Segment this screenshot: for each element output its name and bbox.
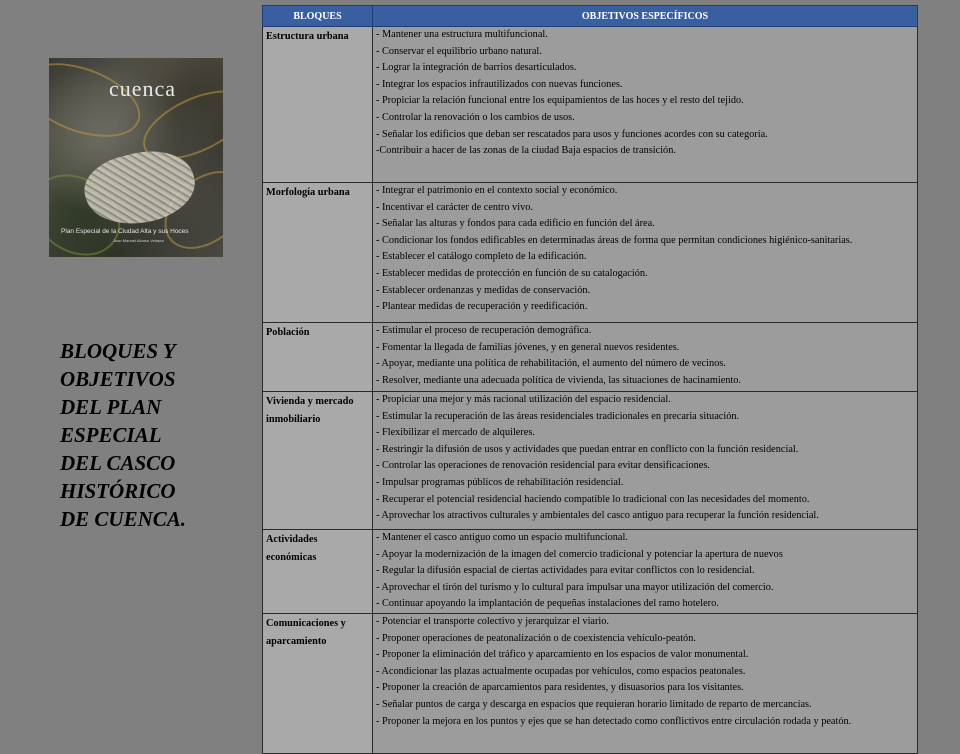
objetivo-item: - Continuar apoyando la implantación de pequeñas instalaciones del ramo hotelero. [376,598,719,610]
bloque-cell: Actividades económicas [263,530,373,614]
side-title-line: DE CUENCA. [60,507,187,531]
objetivo-item: - Fomentar la llegada de familias jóvenes, y en general nuevos residentes. [376,341,680,353]
table-row [263,530,918,614]
side-title-line: BLOQUES Y [60,339,176,363]
objetivo-item: - Conservar el equilibrio urbano natural. [376,45,542,57]
objetivo-item: - Mantener el casco antiguo como un espacio multifuncional. [376,532,628,543]
objetivos-cell [373,530,918,614]
objetivo-item: - Establecer el catálogo completo de la edificación. [376,251,587,263]
objetivo-item: - Regular la difusión espacial de ciertas actividades para evitar conflictos con lo residencial. [376,565,755,577]
table-row [263,183,918,323]
objetivos-cell [373,183,918,323]
objetivo-item: - Recuperar el potencial residencial haciendo compatible lo tradicional con las necesidades del momento. [376,493,810,505]
table-row [263,323,918,392]
objetivo-item: - Proponer la mejora en los puntos y ejes que se han detectado como conflictivos entre circulación rodada y peatón. [376,715,852,727]
objetivos-cell [373,323,918,392]
objetivo-item: - Controlar la renovación o los cambios de usos. [376,111,575,123]
objetivos-cell [373,27,918,183]
bloque-cell: Estructura urbana [263,27,373,183]
bloque-cell: Vivienda y mercado inmobiliario [263,392,373,530]
objetivo-item: -Contribuir a hacer de las zonas de la ciudad Baja espacios de transición. [376,145,676,157]
objetivo-item: - Plantear medidas de recuperación y reedificación. [376,301,588,313]
side-title-line: HISTÓRICO [60,479,176,503]
cover-subtitle: Plan Especial de la Ciudad Alta y sus Hoces [61,228,189,235]
objetivo-item: - Integrar el patrimonio en el contexto social y económico. [376,185,618,196]
side-title-line: ESPECIAL [60,423,162,447]
objetivo-item: - Estimular el proceso de recuperación demográfica. [376,325,592,336]
header-bloques: BLOQUES [263,6,373,27]
table-row [263,27,918,183]
objetivo-item: - Proponer operaciones de peatonalización o de coexistencia vehículo-peatón. [376,632,696,644]
objetivo-item: - Potenciar el transporte colectivo y jerarquizar el viario. [376,615,610,627]
objetivo-item: - Señalar los edificios que deban ser rescatados para usos y funciones acordes con su categoría. [376,128,768,140]
side-title-line: OBJETIVOS [60,367,176,391]
table-body [263,27,918,754]
objetivo-item: - Proponer la eliminación del tráfico y aparcamiento en los espacios de valor monumental. [376,649,749,661]
objetivo-item: - Mantener una estructura multifuncional. [376,29,548,40]
objetivo-item: - Condicionar los fondos edificables en determinadas áreas de forma que permitan condiciones higiénico-sanitarias. [376,234,853,246]
objetivo-item: - Impulsar programas públicos de rehabilitación residencial. [376,476,624,488]
objetivo-item: - Aprovechar los atractivos culturales y ambientales del casco antiguo para recuperar la función residencial. [376,510,819,522]
objetivo-item: - Señalar las alturas y fondos para cada edificio en función del área. [376,218,655,230]
objetivos-cell [373,613,918,753]
objetivo-item: - Establecer ordenanzas y medidas de conservación. [376,284,591,296]
objetivos-cell [373,392,918,530]
book-cover-image [49,58,223,257]
objetivo-item: - Establecer medidas de protección en función de su catalogación. [376,267,648,279]
objetivo-item: - Propiciar la relación funcional entre los equipamientos de las hoces y el resto del tejido. [376,95,744,107]
bloque-cell: Población [263,323,373,392]
table-header-row [263,6,918,27]
header-objetivos: OBJETIVOS ESPECÍFICOS [373,6,918,27]
objetivo-item: - Apoyar la modernización de la imagen del comercio tradicional y potenciar la apertura de nuevos [376,548,783,560]
cover-title: cuenca [109,76,177,101]
objetivo-item: - Estimular la recuperación de las áreas residenciales tradicionales en precaria situación. [376,410,740,422]
objetivo-item: - Controlar las operaciones de renovación residencial para evitar densificaciones. [376,460,710,472]
side-title-line: DEL PLAN [60,395,162,419]
objetivo-item: - Incentivar el carácter de centro vivo. [376,201,533,213]
objetivo-item: - Resolver, mediante una adecuada política de vivienda, las situaciones de hacinamiento. [376,374,741,386]
objetivo-item: - Proponer la creación de aparcamientos para residentes, y disuasorios para los visitantes. [376,682,744,694]
objetivo-item: - Integrar los espacios infrautilizados con nuevas funciones. [376,78,623,90]
side-title [60,337,260,533]
objetivo-item: - Lograr la integración de barrios desarticulados. [376,62,577,74]
cover-author: Juan Manuel Alonso Velasco [113,238,165,243]
table-row [263,392,918,530]
bloque-cell: Comunicaciones y aparcamiento [263,613,373,753]
table-row [263,613,918,753]
objetivo-item: - Señalar puntos de carga y descarga en espacios que requieran horario limitado de reparto de mercancías. [376,698,812,710]
objetivo-item: - Apoyar, mediante una política de rehabilitación, el aumento del número de vecinos. [376,358,726,370]
objetivo-item: - Flexibilizar el mercado de alquileres. [376,427,535,439]
objetivo-item: - Propiciar una mejor y más racional utilización del espacio residencial. [376,394,671,405]
objectives-table [262,5,918,754]
bloque-cell: Morfología urbana [263,183,373,323]
objetivo-item: - Aprovechar el tirón del turismo y lo cultural para impulsar una mayor utilización del comercio. [376,581,774,593]
objetivo-item: - Restringir la difusión de usos y actividades que puedan entrar en conflicto con la función residencial. [376,443,799,455]
objetivo-item: - Acondicionar las plazas actualmente ocupadas por vehículos, como espacios peatonales. [376,665,746,677]
side-title-line: DEL CASCO [60,451,176,475]
